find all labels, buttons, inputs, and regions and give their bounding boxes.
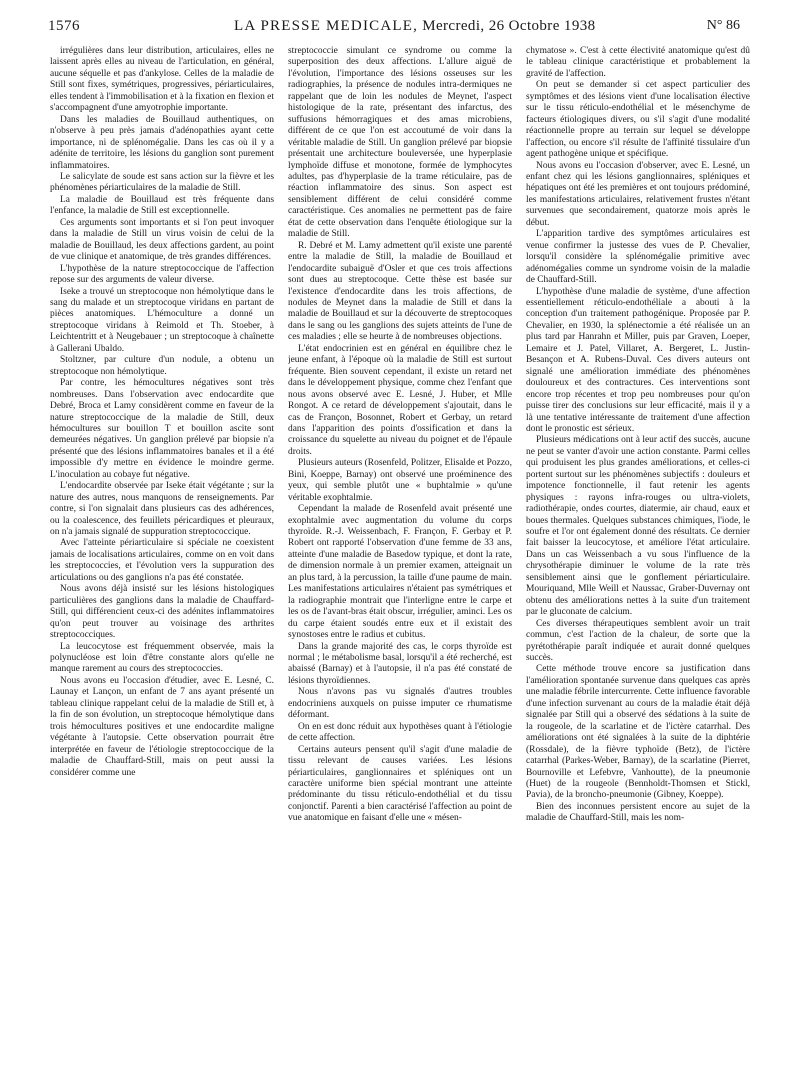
paragraph: Par contre, les hémocultures négatives sont très nombreuses. Dans l'observation avec endocardite que Debré, Broca et Lamy considèrent comme en faveur de la nature streptococcique de la maladie de Still, deux hémocultures sur bouillon T et bouillon ascite sont demeurées négatives. Un ganglion prélevé par biopsie n'a présenté que des lésions inflammatoires banales et il a été impossible d'y mettre en évidence le moindre germe. L'inoculation au cobaye fut négative.	[50, 378, 274, 480]
paragraph: La maladie de Bouillaud est très fréquente dans l'enfance, la maladie de Still est exceptionnelle.	[50, 194, 274, 217]
paragraph: L'apparition tardive des symptômes articulaires est venue confirmer la justesse des vues de P. Chevalier, lorsqu'il considère la splénomégalie primitive avec adénomégalies comme un syndrome voisin de la maladie de Chauffard-Still.	[526, 229, 750, 286]
paragraph: La leucocytose est fréquemment observée, mais la polynucléose est loin d'être constante alors qu'elle ne manque rarement au cours des streptococcies.	[50, 641, 274, 675]
paragraph: Avec l'atteinte périarticulaire si spéciale ne coexistent jamais de localisations articulaires, comme on en voit dans les streptococcies, et l'évolution vers la suppuration des articulations ou des ganglions n'a pas été constatée.	[50, 538, 274, 583]
issue-date: Mercredi, 26 Octobre 1938	[422, 18, 596, 34]
paragraph: Iseke a trouvé un streptocoque non hémolytique dans le sang du malade et un streptocoque viridans en partant de pièces anatomiques. L'hémoculture a donné un streptocoque viridans à Reimold et Th. Stoeber, à Leichtentritt et à Neugebauer ; un streptocoque à chaînette à Gallerani Ubaldo.	[50, 286, 274, 354]
text-column-3	[526, 46, 750, 1076]
paragraph: Dans les maladies de Bouillaud authentiques, on n'observe à peu près jamais d'adénopathies ayant cette importance, ni de splénomégalie. Dans les cas où il y a adénite de territoire, les lésions du ganglion sont purement inflammatoires.	[50, 114, 274, 171]
paragraph: L'état endocrinien est en général en équilibre chez le jeune enfant, à l'époque où la maladie de Still est surtout fréquente. Bien souvent cependant, il existe un retard net dans le développement physique, comme chez l'enfant que nous avons observé avec E. Lesné, J. Huber, et Mlle Rongot. A ce retard de développement s'ajoutait, dans le cas de Françon, Bosonnet, Robert et Gerbay, un retard dans l'apparition des points d'ossification et dans la croissance du squelette au niveau du poignet et de l'épaule droits.	[288, 343, 512, 457]
text-column-1	[50, 46, 274, 1076]
paragraph: L'hypothèse d'une maladie de système, d'une affection essentiellement réticulo-endothéliale a abouti à la conception d'un traitement pathogénique. Proposée par P. Chevalier, en 1930, la splénectomie a été réalisée un an plus tard par Hanrahn et Miller, puis par Graven, Loeper, Lemaire et J. Patel, Villaret, A. Bergeret, L. Justin-Besançon et A. Rubens-Duval. Ces divers auteurs ont signalé une amélioration immédiate des phénomènes douloureux et des contractures. Ces interventions sont encore trop récentes et trop peu nombreuses pour qu'on puisse tirer des conclusions sur leur efficacité, mais il y a là une tentative intéressante de traitement d'une affection dont le pronostic est sérieux.	[526, 286, 750, 434]
paragraph: Le salicylate de soude est sans action sur la fièvre et les phénomènes périarticulaires de la maladie de Still.	[50, 171, 274, 194]
running-header	[48, 18, 740, 40]
text-column-2	[288, 46, 512, 1076]
paragraph: Nous avons eu l'occasion d'observer, avec E. Lesné, un enfant chez qui les lésions ganglionnaires, spléniques et hépatiques ont été les premières et ont toujours prédominé, les manifestations articulaires, relativement frustes n'étant survenues que secondairement, quatorze mois après le début.	[526, 160, 750, 228]
paragraph: Nous avons déjà insisté sur les lésions histologiques particulières des ganglions dans la maladie de Chauffard-Still, qui différencient ceux-ci des adénites inflammatoires qu'on peut trouver au voisinage des arthrites streptococciques.	[50, 584, 274, 641]
paragraph: R. Debré et M. Lamy admettent qu'il existe une parenté entre la maladie de Still, la maladie de Bouillaud et l'endocardite subaiguë d'Osler et que ces trois affections sont dues au streptocoque. Cette thèse est basée sur l'existence d'endocardite dans les trois affections, de nodules de Meynet dans la maladie de Still et dans la maladie de Bouillaud et sur la découverte de streptocoques dans le sang ou les ganglions des sujets atteints de l'une de ces maladies ; elle se heurte à de nombreuses objections.	[288, 240, 512, 343]
paragraph: On en est donc réduit aux hypothèses quant à l'étiologie de cette affection.	[288, 721, 512, 744]
journal-title: LA PRESSE MEDICALE,	[234, 18, 419, 34]
paragraph: streptococcie simulant ce syndrome ou comme la superposition des deux affections. L'allure aiguë de l'évolution, l'importance des lésions osseuses sur les radiographies, la présence de nodules intra-dermiques ne rappelant que de loin les nodules de Meynet, l'aspect histologique de la rate, présentant des infarctus, des suffusions hémorragiques et des amas microbiens, différent de ce que l'on est accoutumé de voir dans la véritable maladie de Still. Un ganglion prélevé par biopsie présentait une architecture bouleversée, une hyperplasie lymphoïde diffuse et monotone, formée de lymphocytes adultes, pas d'hyperplasie de la trame réticulaire, pas de réaction inflammatoire des sinus. Son aspect est sensiblement différent de celui considéré comme caractéristique. Ces anomalies ne permettent pas de faire état de cette observation dans l'enquête étiologique sur la maladie de Still.	[288, 46, 512, 240]
paragraph: Nous avons eu l'occasion d'étudier, avec E. Lesné, C. Launay et Lançon, un enfant de 7 ans ayant présenté un tableau clinique rappelant celui de la maladie de Still et, à la fin de son évolution, un streptocoque hémolytique dans trois hémocultures positives et une endocardite maligne végétante à l'autopsie. Cette observation pourrait être interprétée en faveur de l'étiologie streptococcique de la maladie de Chauffard-Still, mais on peut aussi la considérer comme une	[50, 675, 274, 778]
paragraph: L'endocardite observée par Iseke était végétante ; sur la nature des autres, nous manquons de renseignements. Par contre, si l'on signalait dans plusieurs cas des adhérences, ou la coalescence, des feuillets péricardiques et pleuraux, on n'a jamais signalé de suppuration streptococcique.	[50, 481, 274, 538]
paragraph: Dans la grande majorité des cas, le corps thyroïde est normal ; le métabolisme basal, lorsqu'il a été recherché, est abaissé (Barnay) et à l'autopsie, il n'a pas été constaté de lésions thyroïdiennes.	[288, 641, 512, 686]
paragraph: Bien des inconnues persistent encore au sujet de la maladie de Chauffard-Still, mais les nom-	[526, 801, 750, 824]
issue-number: N° 86	[706, 18, 740, 33]
paragraph: L'hypothèse de la nature streptococcique de l'affection repose sur des arguments de valeur diverse.	[50, 263, 274, 286]
journal-title-line	[234, 18, 596, 35]
article-body	[50, 46, 750, 1076]
paragraph: On peut se demander si cet aspect particulier des symptômes et des lésions vient d'une localisation élective sur le tissu réticulo-endothélial et le mésenchyme de facteurs étiologiques divers, ou s'il s'agit d'une modalité réactionnelle propre au terrain sur lequel se développe l'affection, ou encore s'il résulte de l'affinité tissulaire d'un agent pathogène unique et spécifique.	[526, 80, 750, 160]
paragraph: irrégulières dans leur distribution, articulaires, elles ne laissent après elles au niveau de l'articulation, en général, aucune séquelle et pas d'ankylose. Celles de la maladie de Still sont fixes, symétriques, progressives, périarticulaires, elles tendent à l'immobilisation et à la fixation en flexion et s'accompagnent d'une amyotrophie importante.	[50, 46, 274, 114]
paragraph: Certains auteurs pensent qu'il s'agit d'une maladie de tissu relevant de causes variées. Les lésions périarticulaires, ganglionnaires et spléniques ont un caractère uniforme bien spécial montrant une atteinte prédominante du tissu réticulo-endothélial et du tissu conjonctif. Parenti a bien caractérisé l'affection au point de vue anatomique en faisant d'elle une « mésen-	[288, 744, 512, 824]
paragraph: Ces diverses thérapeutiques semblent avoir un trait commun, c'est l'action de la chaleur, de sorte que la pyrétothérapie paraît indiquée et aurait donné quelques succès.	[526, 618, 750, 664]
paragraph: chymatose ». C'est à cette électivité anatomique qu'est dû le tableau clinique caractéristique et probablement la gravité de l'affection.	[526, 46, 750, 79]
paragraph: Stoltzner, par culture d'un nodule, a obtenu un streptocoque non hémolytique.	[50, 355, 274, 377]
paragraph: Plusieurs auteurs (Rosenfeld, Politzer, Elisalde et Pozzo, Bini, Koeppe, Barnay) ont observé une proéminence des yeux, qui semble plutôt une « buphtalmie » qu'une véritable exophtalmie.	[288, 458, 512, 503]
paragraph: Cette méthode trouve encore sa justification dans l'amélioration spontanée survenue dans quelques cas après une maladie fébrile intercurrente. Cette influence favorable d'une infection survenant au cours de la maladie était déjà signalée par Still qui a observé des sédations à la suite de la rougeole, de la scarlatine et de l'ictère catarrhal. Des améliorations ont été signalées à la suite de la diphtérie (Rossdale), de la fièvre typhoïde (Betz), de l'ictère catarrhal (Parkes-Weber, Barnay), de la scarlatine (Pierret, Bournoville et Lefebvre, Vanhoutte), de la pneumonie (Huet) de la rougeole (Bennholdt-Thomsen et Stickl, Pavia), de la broncho-pneumonie (Gibney, Koeppe).	[526, 664, 750, 801]
paragraph: Ces arguments sont importants et si l'on peut invoquer dans la maladie de Still un virus voisin de celui de la maladie de Bouillaud, les deux affections gardent, au point de vue clinique et anatomique, de très grandes différences.	[50, 217, 274, 263]
paragraph: Plusieurs médications ont à leur actif des succès, aucune ne peut se vanter d'avoir une action constante. Parmi celles qui produisent les plus grandes améliorations, et celles-ci portent surtout sur les phénomènes subjectifs : douleurs et impotence fonctionnelle, il faut retenir les agents physiques : rayons infra-rouges ou ultra-violets, radiothérapie, ondes courtes, diatermie, air chaud, eaux et boues thermales. Quelques substances chimiques, l'iode, le soufre et l'or ont également donné des résultats. Ce dernier fait baisser la leucocytose, et améliore l'état articulaire. Dans un cas Weissenbach a vu sous l'influence de la chrysothérapie diminuer le volume de la rate très sensiblement ainsi que le gonflement périarticulaire. Mouriquand, Mlle Weill et Naussac, Graber-Duvernay ont obtenu des améliorations nettes à la suite d'un traitement par le gluconate de calcium.	[526, 435, 750, 618]
page-number: 1576	[48, 18, 80, 34]
paragraph: Nous n'avons pas vu signalés d'autres troubles endocriniens auxquels on puisse imputer ce rhumatisme déformant.	[288, 687, 512, 721]
paragraph: Cependant la malade de Rosenfeld avait présenté une exophtalmie avec augmentation du volume du corps thyroïde. R.-J. Weissenbach, F. Françon, F. Gerbay et P. Robert ont rapporté l'observation d'une femme de 33 ans, atteinte d'une maladie de Basedow typique, et dont la rate, de dimension normale à un premier examen, atteignait un an plus tard, à la percussion, la taille d'une paume de main. Les manifestations articulaires n'étaient pas symétriques et la radiographie montrait que l'interligne entre le carpe et les os de l'avant-bras était obscur, irrégulier, aminci. Les os du carpe étaient soudés entre eux et il existait des synostoses entre le radius et cubitus.	[288, 504, 512, 641]
